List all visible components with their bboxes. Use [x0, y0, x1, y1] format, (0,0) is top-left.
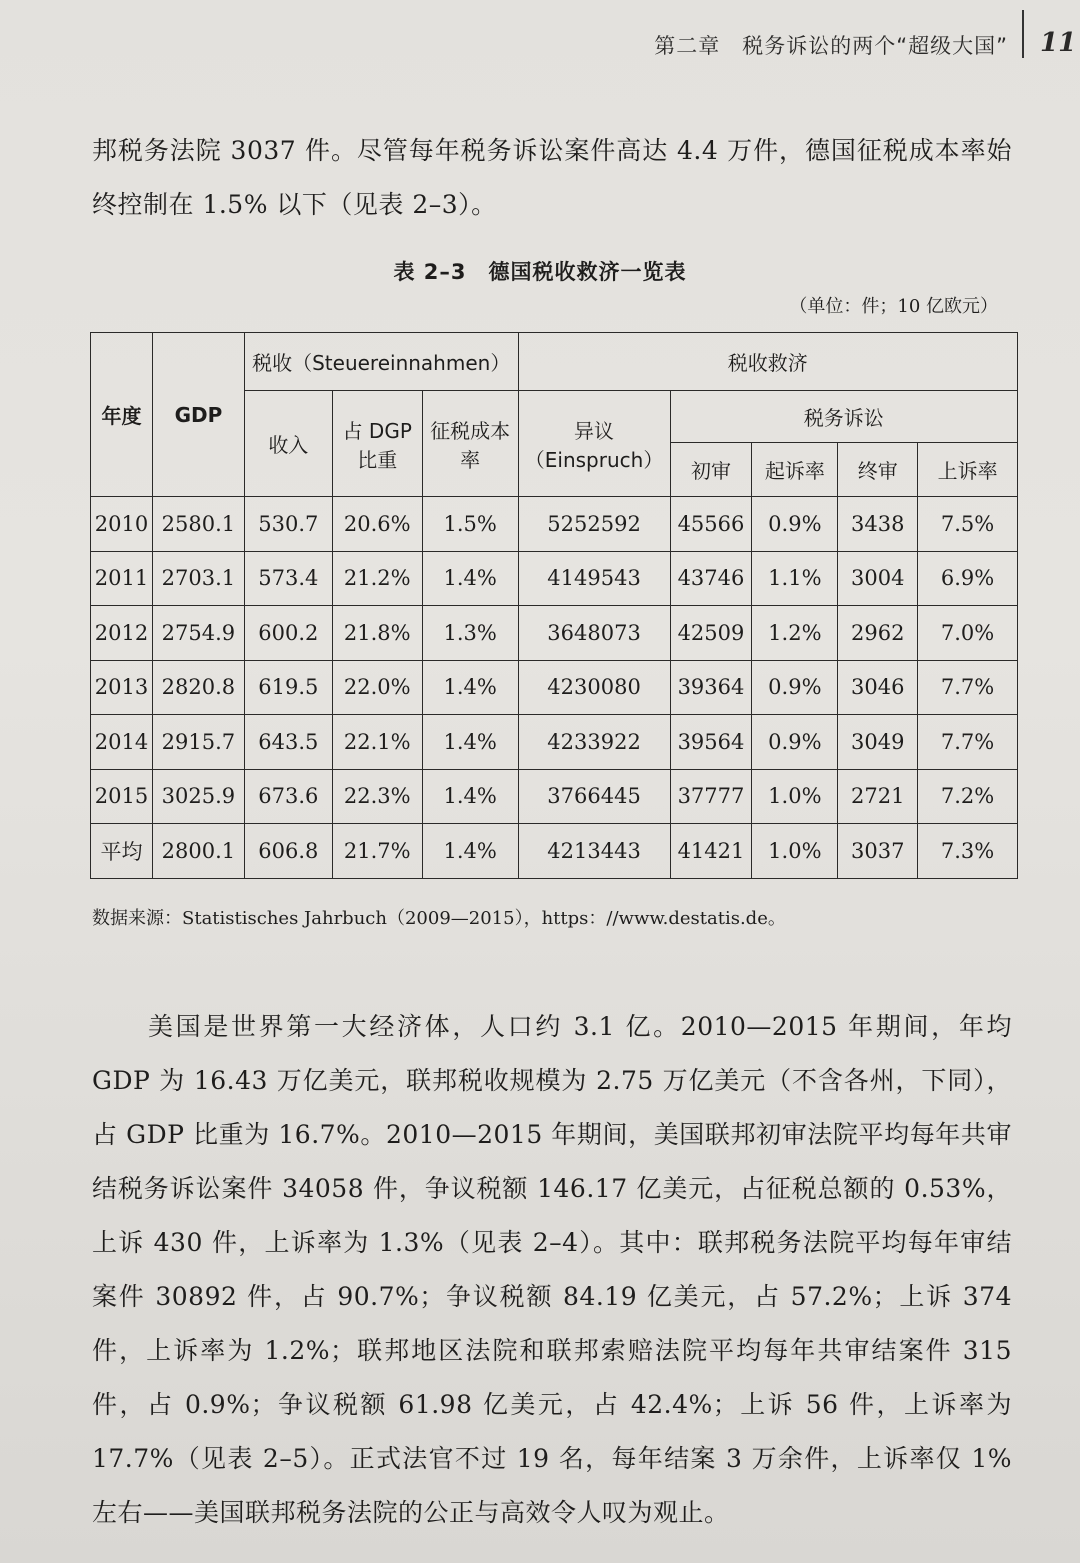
cell-first-instance: 39364 — [670, 660, 752, 715]
cell-appeal-rate: 7.3% — [918, 824, 1018, 879]
cell-filing-rate: 1.1% — [752, 551, 838, 606]
cell-final-instance: 3438 — [838, 497, 918, 552]
tax-relief-table — [90, 332, 1018, 879]
cell-revenue: 673.6 — [244, 769, 332, 824]
cell-gdp-share: 21.8% — [332, 606, 422, 661]
header-tax-group: 税收（Steuereinnahmen） — [244, 333, 518, 391]
header-final-instance: 终审 — [838, 443, 918, 497]
cell-final-instance: 3046 — [838, 660, 918, 715]
cell-gdp-share: 22.3% — [332, 769, 422, 824]
table-unit: （单位：件；10 亿欧元） — [789, 296, 998, 317]
cell-appeal-rate: 7.7% — [918, 660, 1018, 715]
paragraph-us: 美国是世界第一大经济体，人口约 3.1 亿。2010—2015 年期间，年均 GDP 为 16.43 万亿美元，联邦税收规模为 2.75 万亿美元（不含各州，下同），占 GDP 比重为 16.7%。2010—2015 年期间，美国联邦初审法院平均每年共审结税务诉讼案件 34058 件，争议税额 146.17 亿美元，占征税总额的 0.53%，上诉 430 件，上诉率为 1.3%（见表 2–4）。其中：联邦税务法院平均每年审结案件 30892 件，占 90.7%；争议税额 84.19 亿美元，占 57.2%；上诉 374 件，上诉率为 1.2%；联邦地区法院和联邦索赔法院平均每年共审结案件 315 件，占 0.9%；争议税额 61.98 亿美元，占 42.4%；上诉 56 件，上诉率为 17.7%（见表 2–5）。正式法官不过 19 名，每年结案 3 万余件，上诉率仅 1% 左右——美国联邦税务法院的公正与高效令人叹为观止。 — [92, 1012, 1012, 1527]
cell-year: 2013 — [91, 660, 153, 715]
cell-appeal-rate: 7.7% — [918, 715, 1018, 770]
cell-gdp: 2800.1 — [152, 824, 244, 879]
cell-objection: 3766445 — [518, 769, 670, 824]
header-relief-group: 税收救济 — [518, 333, 1017, 391]
header-rule — [1022, 10, 1024, 58]
cell-final-instance: 3049 — [838, 715, 918, 770]
table-row — [91, 497, 1018, 552]
table-caption: 表 2–3 德国税收救济一览表 — [393, 260, 687, 284]
cell-final-instance: 2721 — [838, 769, 918, 824]
header-objection: 异议（Einspruch） — [518, 391, 670, 497]
cell-objection: 4233922 — [518, 715, 670, 770]
header-first-instance: 初审 — [670, 443, 752, 497]
cell-revenue: 606.8 — [244, 824, 332, 879]
header-litigation-group: 税务诉讼 — [670, 391, 1017, 443]
cell-filing-rate: 0.9% — [752, 660, 838, 715]
cell-cost-rate: 1.4% — [422, 551, 518, 606]
cell-objection: 3648073 — [518, 606, 670, 661]
cell-gdp-share: 20.6% — [332, 497, 422, 552]
cell-appeal-rate: 7.2% — [918, 769, 1018, 824]
cell-filing-rate: 1.0% — [752, 824, 838, 879]
cell-first-instance: 43746 — [670, 551, 752, 606]
cell-gdp: 2580.1 — [152, 497, 244, 552]
cell-final-instance: 2962 — [838, 606, 918, 661]
cell-year: 2012 — [91, 606, 153, 661]
header-appeal-rate: 上诉率 — [918, 443, 1018, 497]
header-revenue: 收入 — [244, 391, 332, 497]
cell-year: 平均 — [91, 824, 153, 879]
cell-cost-rate: 1.4% — [422, 769, 518, 824]
cell-gdp: 2754.9 — [152, 606, 244, 661]
cell-appeal-rate: 7.5% — [918, 497, 1018, 552]
cell-objection: 4230080 — [518, 660, 670, 715]
cell-appeal-rate: 6.9% — [918, 551, 1018, 606]
cell-revenue: 530.7 — [244, 497, 332, 552]
cell-first-instance: 42509 — [670, 606, 752, 661]
table-source-note: 数据来源：Statistisches Jahrbuch（2009—2015），https：//www.destatis.de。 — [92, 908, 786, 929]
cell-revenue: 573.4 — [244, 551, 332, 606]
cell-first-instance: 45566 — [670, 497, 752, 552]
header-filing-rate: 起诉率 — [752, 443, 838, 497]
cell-year: 2015 — [91, 769, 153, 824]
cell-gdp-share: 22.0% — [332, 660, 422, 715]
cell-gdp: 2915.7 — [152, 715, 244, 770]
cell-revenue: 643.5 — [244, 715, 332, 770]
paragraph-intro: 邦税务法院 3037 件。尽管每年税务诉讼案件高达 4.4 万件，德国征税成本率始终控制在 1.5% 以下（见表 2–3）。 — [92, 136, 1012, 219]
cell-objection: 4213443 — [518, 824, 670, 879]
cell-final-instance: 3004 — [838, 551, 918, 606]
cell-revenue: 600.2 — [244, 606, 332, 661]
cell-final-instance: 3037 — [838, 824, 918, 879]
table-row — [91, 660, 1018, 715]
cell-filing-rate: 1.2% — [752, 606, 838, 661]
cell-first-instance: 37777 — [670, 769, 752, 824]
header-cost-rate: 征税成本率 — [422, 391, 518, 497]
page-number: 11 — [1040, 28, 1077, 58]
cell-objection: 5252592 — [518, 497, 670, 552]
cell-cost-rate: 1.4% — [422, 824, 518, 879]
cell-filing-rate: 1.0% — [752, 769, 838, 824]
cell-first-instance: 39564 — [670, 715, 752, 770]
table-row-average — [91, 824, 1018, 879]
running-header: 第二章 税务诉讼的两个“超级大国” — [654, 34, 1008, 58]
cell-filing-rate: 0.9% — [752, 497, 838, 552]
cell-filing-rate: 0.9% — [752, 715, 838, 770]
cell-gdp-share: 21.2% — [332, 551, 422, 606]
cell-revenue: 619.5 — [244, 660, 332, 715]
cell-gdp: 3025.9 — [152, 769, 244, 824]
cell-objection: 4149543 — [518, 551, 670, 606]
cell-first-instance: 41421 — [670, 824, 752, 879]
cell-year: 2011 — [91, 551, 153, 606]
cell-cost-rate: 1.4% — [422, 660, 518, 715]
table-row — [91, 551, 1018, 606]
cell-cost-rate: 1.4% — [422, 715, 518, 770]
cell-gdp-share: 22.1% — [332, 715, 422, 770]
cell-year: 2010 — [91, 497, 153, 552]
cell-gdp: 2703.1 — [152, 551, 244, 606]
header-gdp: GDP — [152, 333, 244, 497]
cell-year: 2014 — [91, 715, 153, 770]
cell-appeal-rate: 7.0% — [918, 606, 1018, 661]
cell-gdp-share: 21.7% — [332, 824, 422, 879]
table-row — [91, 769, 1018, 824]
header-gdp-share: 占 DGP 比重 — [332, 391, 422, 497]
table-row — [91, 715, 1018, 770]
cell-cost-rate: 1.3% — [422, 606, 518, 661]
cell-gdp: 2820.8 — [152, 660, 244, 715]
header-year: 年度 — [91, 333, 153, 497]
table-row — [91, 606, 1018, 661]
cell-cost-rate: 1.5% — [422, 497, 518, 552]
